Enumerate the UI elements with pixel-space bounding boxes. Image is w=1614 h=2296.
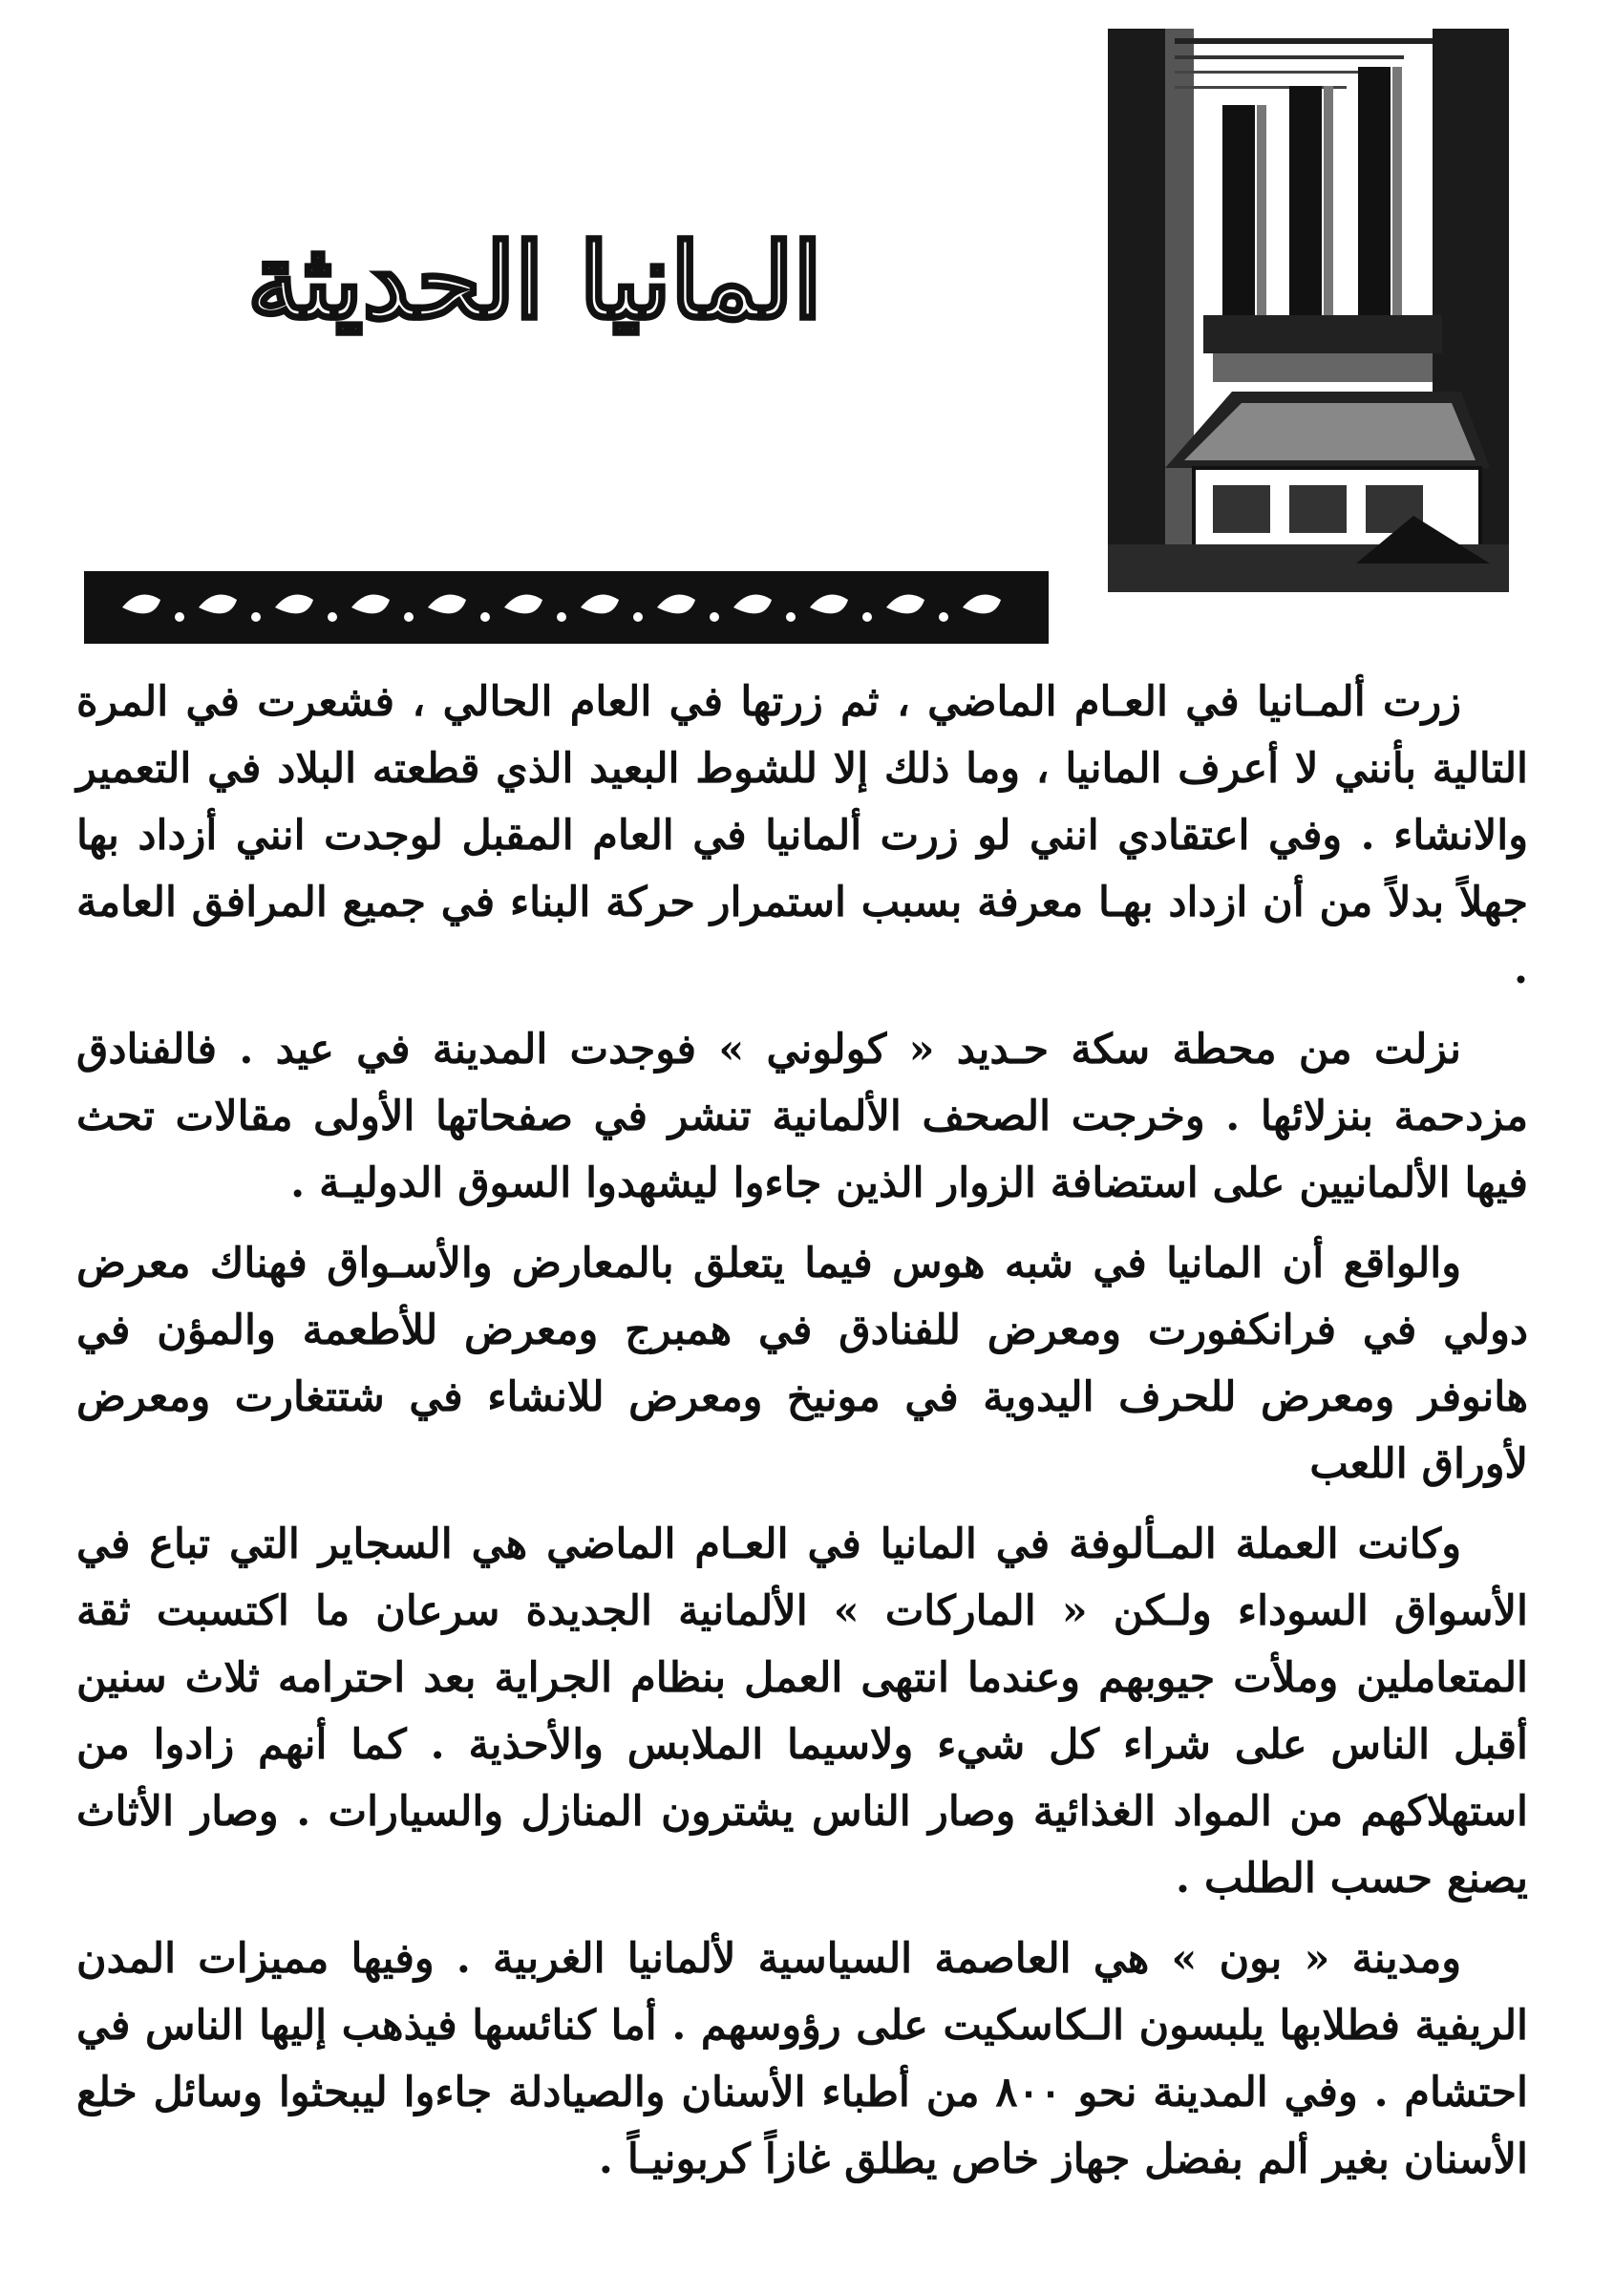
- article-paragraph: وكانت العملة المـألوفة في المانيا في العـام الماضي هي السجاير التي تباع في الأسواق السوداء ولـكن « الماركات » الألمانية الجديدة سرعان ما اكتسبت ثقة المتعاملين وملأت جيوبهم وعندما انتهى العمل بنظام الجراية بعد احترامه ثلاث سنين أقبل الناس على شراء كل شيء ولاسيما الملابس والأحذية . كما أنهم زادوا من استهلاكهم من المواد الغذائية وصار الناس يشترون المنازل والسيارات . وصار الأثاث يصنع حسب الطلب .: [76, 1520, 1528, 1903]
- factory-building-illustration: [1108, 29, 1509, 592]
- article-paragraph: ومدينة « بون » هي العاصمة السياسية لألمانيا الغربية . وفيها مميزات المدن الريفية فطلابها يلبسون الـكاسكيت على رؤوسهم . أما كنائسها فيذهب إليها الناس في احتشام . وفي المدينة نحو ٨٠٠ من أطباء الأسنان والصيادلة جاءوا ليبحثوا وسائل خلع الأسنان بغير ألم بفضل جهاز خاص يطلق غازاً كربونيـاً .: [76, 1935, 1529, 2183]
- article-paragraph: والواقع أن المانيا في شبه هوس فيما يتعلق بالمعارض والأسـواق فهناك معرض دولي في فرانكفورت ومعرض للفنادق في همبرج ومعرض للأطعمة والمؤن في هانوفر ومعرض للحرف اليدوية في مونيخ ومعرض للانشاء في شتتغارت ومعرض لأوراق اللعب: [76, 1240, 1528, 1488]
- article-paragraph: زرت ألمـانيا في العـام الماضي ، ثم زرتها في العام الحالي ، فشعرت في المرة التالية بأنني لا أعرف المانيا ، وما ذلك إلا للشوط البعيد الذي قطعته البلاد في التعمير والانشاء . وفي اعتقادي انني لو زرت ألمانيا في العام المقبل لوجدت انني أزداد بها جهلاً بدلاً من أن ازداد بهـا معرفة بسبب استمرار حركة البناء في جميع المرافق العامة .: [76, 678, 1528, 993]
- article-body: [76, 669, 1528, 2206]
- article-paragraph: نزلت من محطة سكة حـديد « كولوني » فوجدت المدينة في عيد . فالفنادق مزدحمة بنزلائها . وخرجت الصحف الألمانية تنشر في صفحاتها الأولى مقالات تحث فيها الألمانيين على استضافة الزوار الذين جاءوا ليشهدوا السوق الدوليـة .: [76, 1026, 1528, 1207]
- leaf-ornament-band: [84, 571, 1049, 644]
- article-title: المانيا الحديثة: [247, 222, 822, 342]
